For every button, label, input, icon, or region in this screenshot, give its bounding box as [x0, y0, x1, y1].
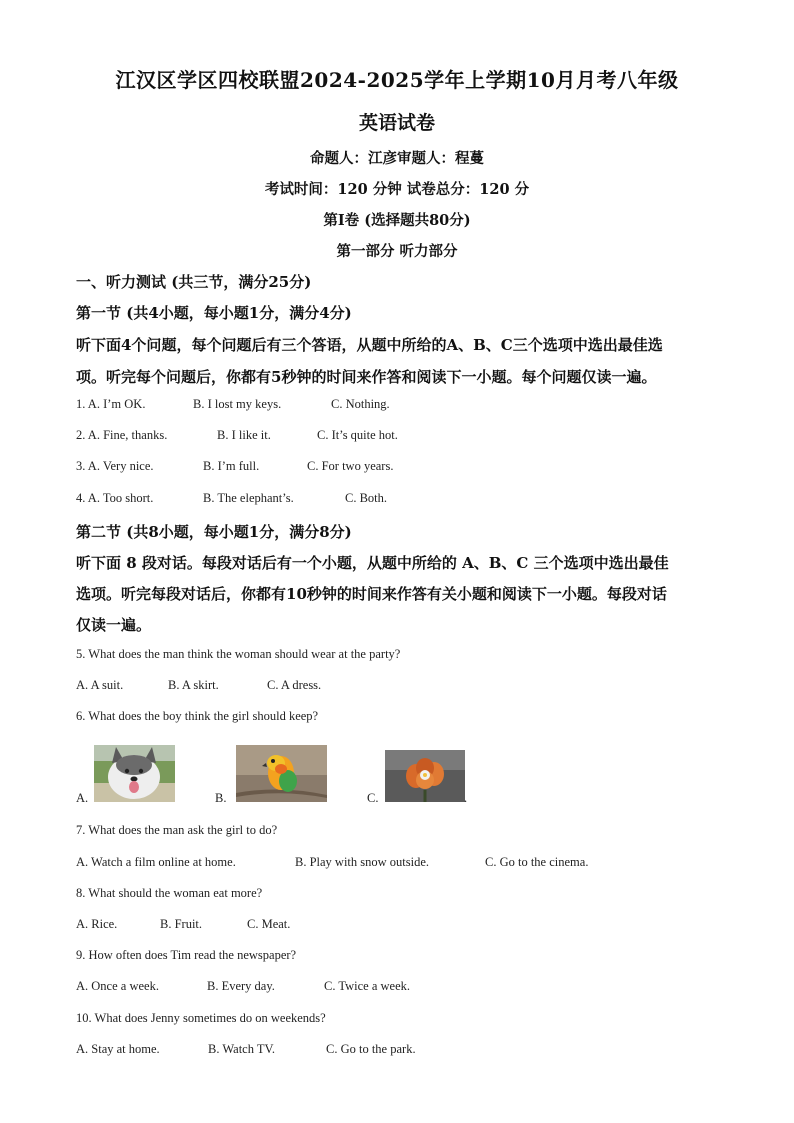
flower-image [385, 750, 465, 802]
q4-option-c: C. Both. [345, 491, 388, 505]
flower-photo [385, 750, 465, 802]
q3-option-b: B. I’m full. [203, 459, 260, 473]
parrot-photo [236, 745, 327, 802]
dog-image [94, 745, 175, 802]
subsection1-instructions-line2: 项。听完每个问题后，你都有5秒钟的时间来作答和阅读下一小题。每个问题仅读一遍。 [76, 368, 657, 386]
q2-option-c: C. It’s quite hot. [317, 428, 398, 442]
q2-option-b: B. I like it. [217, 428, 271, 442]
q1-option-b: B. I lost my keys. [193, 397, 282, 411]
q9-stem: 9. How often does Tim read the newspaper? [76, 948, 297, 962]
q1-option-a: 1. A. I’m OK. [76, 397, 146, 411]
q8-option-a: A. Rice. [76, 917, 118, 931]
q7-stem: 7. What does the man ask the girl to do? [76, 823, 278, 837]
exam-title-line1: 江汉区学区四校联盟2024-2025学年上学期10月月考八年级 [115, 68, 679, 92]
q10-stem: 10. What does Jenny sometimes do on weekends? [76, 1011, 326, 1025]
subsection2-instructions-line3: 仅读一遍。 [76, 616, 152, 634]
exam-title-line2: 英语试卷 [358, 112, 435, 134]
q5-option-a: A. A suit. [76, 678, 124, 692]
q5-option-c: C. A dress. [267, 678, 322, 692]
q9-option-b: B. Every day. [207, 979, 275, 993]
section-heading: 一、听力测试 (共三节，满分25分) [76, 273, 312, 291]
q4-option-a: 4. A. Too short. [76, 491, 154, 505]
subsection1-instructions-line1: 听下面4个问题，每个问题后有三个答语，从题中所给的A、B、C三个选项中选出最佳选 [76, 336, 663, 354]
q9-option-c: C. Twice a week. [324, 979, 411, 993]
q7-option-b: B. Play with snow outside. [295, 855, 430, 869]
exam-part: 第一部分 听力部分 [336, 243, 458, 260]
dog-photo [94, 745, 175, 802]
q8-option-c: C. Meat. [247, 917, 291, 931]
exam-authors: 命题人：江彦审题人：程蔓 [310, 150, 484, 167]
q7-option-c: C. Go to the cinema. [485, 855, 589, 869]
q5-stem: 5. What does the man think the woman should wear at the party? [76, 647, 401, 661]
subsection2-instructions-line2: 选项。听完每段对话后，你都有10秒钟的时间来作答有关小题和阅读下一小题。每段对话 [76, 585, 667, 603]
q7-option-a: A. Watch a film online at home. [76, 855, 236, 869]
q6-stem: 6. What does the boy think the girl should keep? [76, 709, 319, 723]
subsection1-heading: 第一节 (共4小题，每小题1分，满分4分) [76, 304, 352, 322]
q4-option-b: B. The elephant’s. [203, 491, 294, 505]
q8-stem: 8. What should the woman eat more? [76, 886, 263, 900]
q5-option-b: B. A skirt. [168, 678, 219, 692]
q9-option-a: A. Once a week. [76, 979, 159, 993]
q3-option-c: C. For two years. [307, 459, 394, 473]
q6-option-b-label: B. [215, 791, 227, 805]
subsection2-instructions-line1: 听下面 8 段对话。每段对话后有一个小题，从题中所给的 A、B、C 三个选项中选出最佳 [76, 554, 669, 572]
parrot-image [236, 745, 327, 802]
exam-volume: 第Ⅰ卷 (选择题共80分) [323, 212, 471, 229]
subsection2-heading: 第二节 (共8小题，每小题1分，满分8分) [76, 523, 352, 541]
q6-option-c-label: C. [367, 791, 379, 805]
q8-option-b: B. Fruit. [160, 917, 203, 931]
q3-option-a: 3. A. Very nice. [76, 459, 154, 473]
q1-option-c: C. Nothing. [331, 397, 390, 411]
q10-option-a: A. Stay at home. [76, 1042, 160, 1056]
q10-option-b: B. Watch TV. [208, 1042, 276, 1056]
exam-time-score: 考试时间：120 分钟 试卷总分：120 分 [264, 181, 530, 198]
q2-option-a: 2. A. Fine, thanks. [76, 428, 168, 442]
q10-option-c: C. Go to the park. [326, 1042, 416, 1056]
q6-option-a-label: A. [76, 791, 89, 805]
